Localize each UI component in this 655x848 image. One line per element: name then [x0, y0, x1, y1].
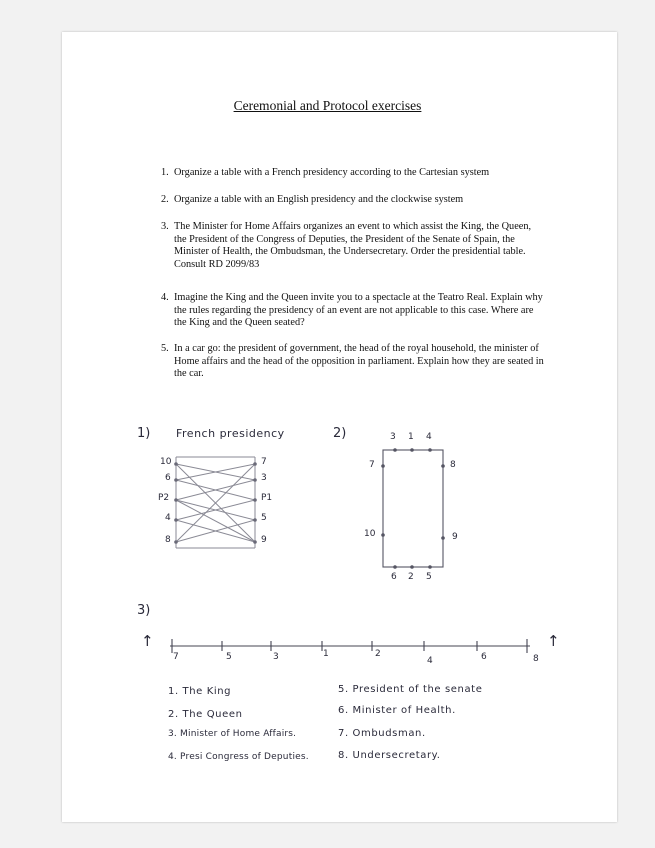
seat-left-1: 10	[160, 457, 172, 467]
exercise-2: 2. Organize a table with an English presidency and the clockwise system	[161, 194, 464, 205]
list-item-1: 1. The King	[168, 686, 232, 697]
exercise-1: 1. Organize a table with a French presidency according to the Cartesian system	[161, 167, 490, 178]
line-pos-7: 7	[173, 652, 179, 662]
exercise-4: 4. Imagine the King and the Queen invite you to a spectacle at the Teatro Real. Explain why the rules regarding the presidency of an event are not applicable to this case. Where are the King and the Queen seated?	[161, 292, 543, 328]
seat-right-2: 3	[261, 473, 267, 483]
answer-2-label: 2)	[333, 426, 347, 441]
arrow-up-right-icon: ↑	[547, 632, 560, 650]
seat-right-upper: 8	[450, 460, 456, 470]
seat-left-lower: 10	[364, 529, 376, 539]
seat-right-5: 9	[261, 535, 267, 545]
list-item-2: 2. The Queen	[168, 709, 243, 720]
seat-right-4: 5	[261, 513, 267, 523]
seat-bottom-1: 6	[391, 572, 397, 582]
line-pos-1: 1	[323, 649, 329, 659]
answer-1-label: 1)	[137, 426, 151, 441]
answer-1-heading: French presidency	[176, 427, 285, 440]
list-item-4: 4. Presi Congress of Deputies.	[168, 752, 309, 762]
list-item-7: 7. Ombudsman.	[338, 728, 426, 739]
line-pos-6: 6	[481, 652, 487, 662]
seat-top-2: 1	[408, 432, 414, 442]
seat-right-1: 7	[261, 457, 267, 467]
seat-left-3: P2	[158, 493, 170, 503]
line-pos-3: 3	[273, 652, 279, 662]
seat-right-lower: 9	[452, 532, 458, 542]
line-pos-5: 5	[226, 652, 232, 662]
line-pos-8: 8	[533, 654, 539, 664]
page-title: Ceremonial and Protocol exercises	[233, 98, 422, 113]
exercise-5: 5. In a car go: the president of government, the head of the royal household, the minister of Home affairs and the head of the opposition in parliament. Explain how they are seated in the car.	[161, 343, 544, 379]
list-item-5: 5. President of the senate	[338, 684, 483, 695]
seat-bottom-2: 2	[408, 572, 414, 582]
line-pos-2: 2	[375, 649, 381, 659]
seat-left-upper: 7	[369, 460, 375, 470]
seat-left-5: 8	[165, 535, 171, 545]
answer-3-label: 3)	[137, 603, 151, 618]
list-item-3: 3. Minister of Home Affairs.	[168, 729, 297, 739]
exercise-3: 3. The Minister for Home Affairs organizes an event to which assist the King, the Queen, the President of the Congress of Deputies, the President of the Senate of Spain, the Minister of Health, the Ombudsman, the Undersecretary. Order the presidential table. Consult RD 2099/83	[161, 221, 532, 270]
seat-right-3: P1	[261, 493, 273, 503]
seat-top-1: 3	[390, 432, 396, 442]
line-pos-4: 4	[427, 656, 433, 666]
arrow-up-left-icon: ↑	[141, 632, 154, 650]
seat-left-2: 6	[165, 473, 171, 483]
seat-bottom-3: 5	[426, 572, 432, 582]
list-item-8: 8. Undersecretary.	[338, 750, 441, 761]
seat-left-4: 4	[165, 513, 171, 523]
list-item-6: 6. Minister of Health.	[338, 705, 456, 716]
seat-top-3: 4	[426, 432, 432, 442]
